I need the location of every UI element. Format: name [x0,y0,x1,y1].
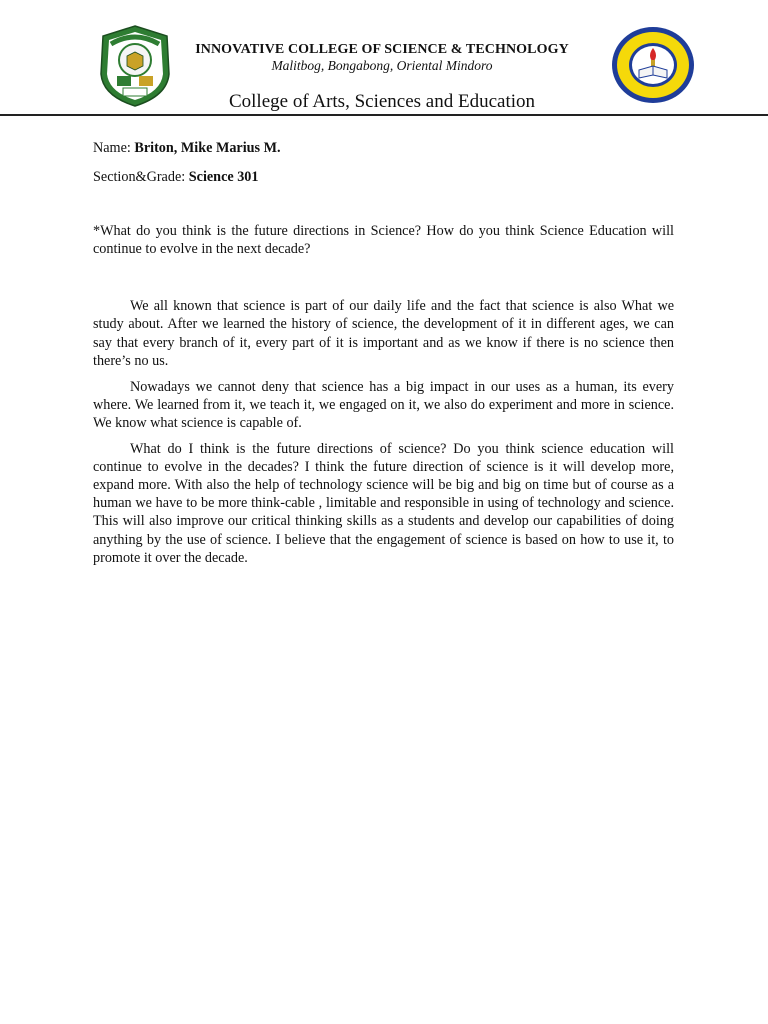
essay-question: *What do you think is the future directions in Science? How do you think Science Education will continue to evolve in the next decade? [93,223,674,258]
section-field [93,168,674,186]
college-name: INNOVATIVE COLLEGE OF SCIENCE & TECHNOLOGY [195,42,569,57]
school-seal-icon [97,24,173,108]
name-label: Name: [93,140,131,156]
header-divider [0,114,768,116]
document-body [93,139,674,575]
answer-paragraph: What do I think is the future directions of science? Do you think science education will continue to evolve in the decades? I think the future direction of science is it will develop more, expand more. With also the help of technology science will be big and big on time but of course as a human we have to be more think-cable , limitable and responsible in using of technology and science. This will also improve our critical thinking skills as a students and develop our capabilities of doing anything by the use of science. I believe that the engagement of science is based on how to use it, to promote it over the decade. [93,441,674,566]
college-header [180,42,584,74]
section-value: Science 301 [188,169,259,186]
essay-answer [93,297,674,566]
answer-paragraph: Nowadays we cannot deny that science has a big impact in our uses as a human, its every where. We learned from it, we teach it, we engaged on it, we also do experiment and more in science. We know what science is capable of. [93,378,674,431]
name-value: Briton, Mike Marius M. [134,140,281,156]
department-title: College of Arts, Sciences and Education [228,91,536,112]
department-seal-icon [611,26,695,104]
answer-paragraph: We all known that science is part of our daily life and the fact that science is also What we study about. After we learned the history of science, the development of it in different ages, we can say that every branch of it, every part of it is important and as we know if there is no science then there’s no us. [93,298,674,369]
section-label: Section&Grade: [93,169,186,186]
college-address: Malitbog, Bongabong, Oriental Mindoro [271,58,493,73]
name-field [93,139,674,157]
